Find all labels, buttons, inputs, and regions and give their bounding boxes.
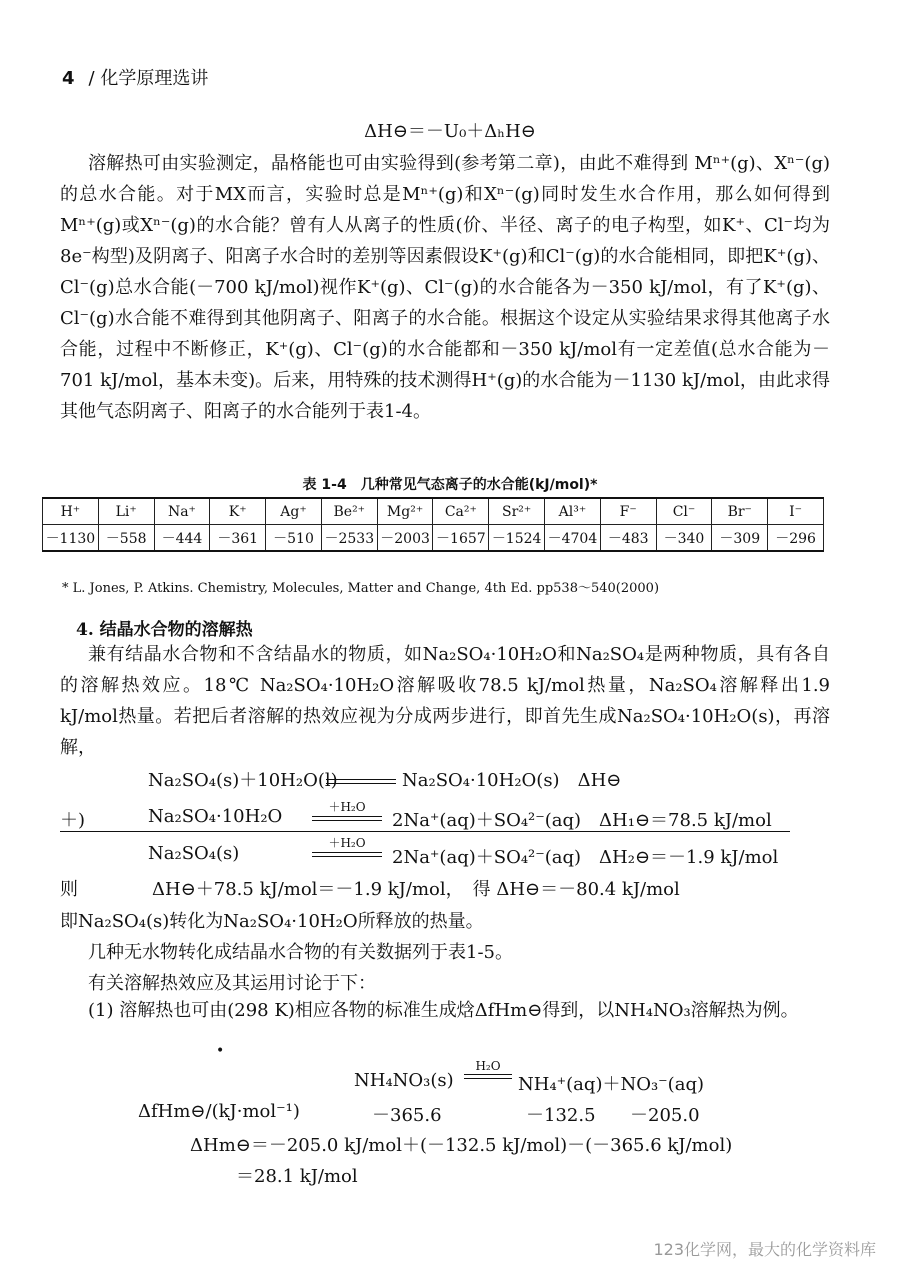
ion-cell: H⁺ <box>43 498 99 525</box>
ion-cell: Al³⁺ <box>545 498 601 525</box>
reaction2-arrow <box>312 798 382 821</box>
reaction3-right: 2Na⁺(aq)＋SO₄²⁻(aq) ΔH₂⊖＝－1.9 kJ/mol <box>392 847 779 868</box>
ion-cell: Be²⁺ <box>321 498 377 525</box>
paragraph-hydration-text: 溶解热可由实验测定，晶格能也可由实验得到(参考第二章)，由此不难得到 Mⁿ⁺(g)、Xⁿ⁻(g)的总水合能。对于MX而言，实验时总是Mⁿ⁺(g)和Xⁿ⁻(g)同时发生水合作用，那么如何得到Mⁿ⁺(g)或Xⁿ⁻(g)的水合能？曾有人从离子的性质(价、半径、离子的电子构型，如K⁺、Cl⁻均为8e⁻构型)及阴离子、阳离子水合时的差别等因素假设K⁺(g)和Cl⁻(g)的水合能相同，即把K⁺(g)、Cl⁻(g)总水合能(－700 kJ/mol)视作K⁺(g)、Cl⁻(g)的水合能各为－350 kJ/mol，有了K⁺(g)、Cl⁻(g)水合能不难得到其他阴离子、阳离子的水合能。根据这个设定从实验结果求得其他离子水合能，过程中不断修正，K⁺(g)、Cl⁻(g)的水合能都和－350 kJ/mol有一定差值(总水合能为－701 kJ/mol，基本未变)。后来，用特殊的技术测得H⁺(g)的水合能为－1130 kJ/mol，由此求得其他气态阴离子、阳离子的水合能列于表1-4。 <box>60 153 830 422</box>
value-cell: －361 <box>210 525 266 552</box>
calc-line-1: ΔHm⊖＝－205.0 kJ/mol＋(－132.5 kJ/mol)－(－365.6 kJ/mol) <box>190 1135 733 1156</box>
value-cell: －340 <box>656 525 712 552</box>
line-discussion: 有关溶解热效应及其运用讨论于下： <box>88 973 376 994</box>
ion-cell: Ag⁺ <box>266 498 322 525</box>
ion-cell: I⁻ <box>768 498 824 525</box>
page-header <box>62 64 208 90</box>
reaction1-arrow <box>326 778 396 784</box>
nh4no3-condition: H₂O <box>475 1059 501 1073</box>
reaction3-arrow <box>312 834 382 857</box>
ion-cell: Ca²⁺ <box>433 498 489 525</box>
item-1 <box>60 995 830 1026</box>
ion-cell: Mg²⁺ <box>377 498 433 525</box>
reaction1-left: Na₂SO₄(s)＋10H₂O(l) <box>148 770 338 791</box>
value-cell: －309 <box>712 525 768 552</box>
ion-cell: K⁺ <box>210 498 266 525</box>
page-number: 4 <box>62 68 75 89</box>
hydration-energy-table <box>42 497 824 552</box>
nh4no3-left: NH₄NO₃(s) <box>354 1070 454 1091</box>
value-cell: －483 <box>600 525 656 552</box>
table-caption: 表 1-4 几种常见气态离子的水合能(kJ/mol)* <box>302 477 598 493</box>
value-cell: －1657 <box>433 525 489 552</box>
value-cell: －1130 <box>43 525 99 552</box>
nh4no3-arrow <box>464 1059 512 1079</box>
paragraph-hydration <box>60 148 830 427</box>
value-cell: －2533 <box>321 525 377 552</box>
reaction2-right: 2Na⁺(aq)＋SO₄²⁻(aq) ΔH₁⊖＝78.5 kJ/mol <box>392 810 772 831</box>
ion-cell: Sr²⁺ <box>489 498 545 525</box>
value-cell: －2003 <box>377 525 433 552</box>
table-row-ions <box>43 498 824 525</box>
section-title: 4. 结晶水合物的溶解热 <box>76 620 253 640</box>
then-label: 则 <box>60 879 78 900</box>
calc-line-2: ＝28.1 kJ/mol <box>236 1166 358 1187</box>
book-title: / 化学原理选讲 <box>88 68 209 89</box>
table-row-values <box>43 525 824 552</box>
table-footnote: * L. Jones, P. Atkins. Chemistry, Molecules, Matter and Change, 4th Ed. pp538～540(2000) <box>62 581 660 596</box>
reaction3-condition: ＋H₂O <box>328 836 366 850</box>
nh4no3-right: NH₄⁺(aq)＋NO₃⁻(aq) <box>518 1074 704 1095</box>
paragraph-hydrate <box>60 639 830 763</box>
then-equation: ΔH⊖＋78.5 kJ/mol＝－1.9 kJ/mol， 得 ΔH⊖＝－80.4 kJ/mol <box>152 879 680 900</box>
reaction1-right: Na₂SO₄·10H₂O(s) ΔH⊖ <box>402 770 622 791</box>
sum-rule <box>60 831 790 832</box>
value-cell: －4704 <box>545 525 601 552</box>
plus-marker: ＋) <box>60 810 86 831</box>
equation-lattice: ΔH⊖＝－U₀＋ΔₕH⊖ <box>364 121 536 142</box>
reaction2-condition: ＋H₂O <box>328 800 366 814</box>
value-cell: －296 <box>768 525 824 552</box>
item-1-text: (1) 溶解热也可由(298 K)相应各物的标准生成焓ΔfHm⊖得到，以NH₄NO₃溶解热为例。 <box>88 1000 799 1021</box>
stray-dot: • <box>216 1043 225 1059</box>
enthalpy-value-3: －205.0 <box>630 1105 700 1126</box>
paragraph-hydrate-text: 兼有结晶水合物和不含结晶水的物质，如Na₂SO₄·10H₂O和Na₂SO₄是两种物质，具有各自的溶解热效应。18℃ Na₂SO₄·10H₂O溶解吸收78.5 kJ/mol热量，Na₂SO₄溶解释出1.9 kJ/mol热量。若把后者溶解的热效应视为分成两步进行，即首先生成Na₂SO₄·10H₂O(s)，再溶解， <box>60 644 830 758</box>
reaction2-left: Na₂SO₄·10H₂O <box>148 806 283 827</box>
value-cell: －558 <box>98 525 154 552</box>
ion-cell: Cl⁻ <box>656 498 712 525</box>
line-conclusion: 即Na₂SO₄(s)转化为Na₂SO₄·10H₂O所释放的热量。 <box>60 911 484 932</box>
enthalpy-row-label: ΔfHm⊖/(kJ·mol⁻¹) <box>138 1101 300 1122</box>
line-table-ref: 几种无水物转化成结晶水合物的有关数据列于表1-5。 <box>88 942 513 963</box>
value-cell: －510 <box>266 525 322 552</box>
enthalpy-value-1: －365.6 <box>372 1105 442 1126</box>
value-cell: －1524 <box>489 525 545 552</box>
ion-cell: Na⁺ <box>154 498 210 525</box>
watermark: 123化学网，最大的化学资料库 <box>653 1240 876 1259</box>
ion-cell: Br⁻ <box>712 498 768 525</box>
ion-cell: F⁻ <box>600 498 656 525</box>
ion-cell: Li⁺ <box>98 498 154 525</box>
reaction3-left: Na₂SO₄(s) <box>148 843 240 864</box>
value-cell: －444 <box>154 525 210 552</box>
enthalpy-value-2: －132.5 <box>526 1105 596 1126</box>
